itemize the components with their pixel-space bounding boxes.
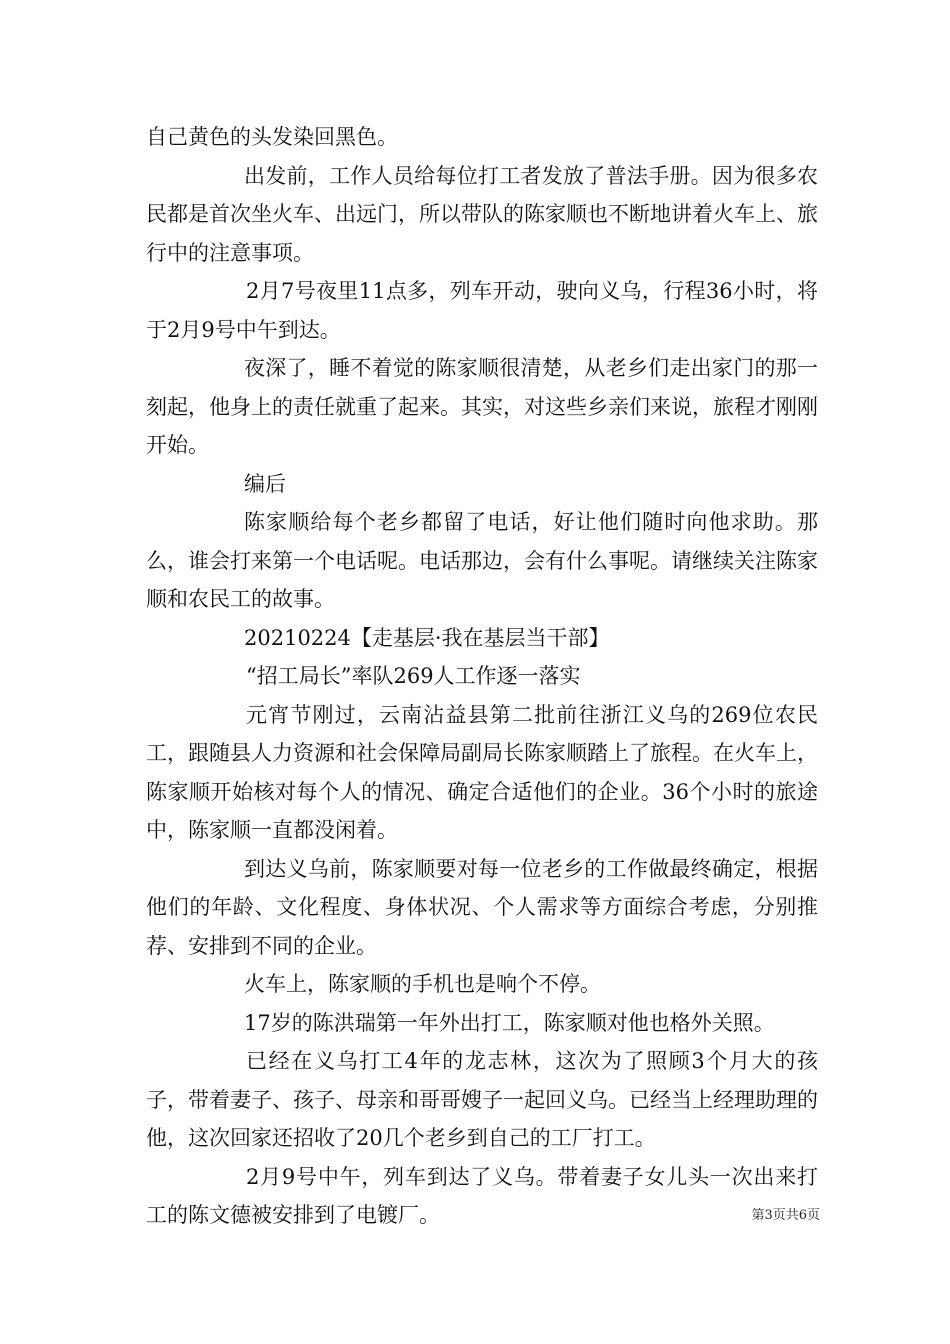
paragraph-chen-hongrui: 17岁的陈洪瑞第一年外出打工，陈家顺对他也格外关照。	[244, 1010, 775, 1035]
article-dateline: 20210224【走基层·我在基层当干部】	[244, 625, 610, 650]
paragraph-before-arrival: 到达义乌前，陈家顺要对每一位老乡的工作做最终确定，根据他们的年龄、文化程度、身体状况、个人需求等方面综合考虑，分别推荐、安排到不同的企业。	[146, 856, 818, 958]
paragraph-editor-note-heading: 编后	[244, 471, 286, 496]
article-title: “招工局长”率队269人工作逐一落实	[246, 664, 581, 688]
paragraph-phone: 火车上，陈家顺的手机也是响个不停。	[244, 972, 601, 996]
paragraph-arrival: 2月9号中午，列车到达了义乌。带着妻子女儿头一次出来打工的陈文德被安排到了电镀厂。	[146, 1164, 818, 1227]
page-number: 第3页共6页	[751, 1208, 820, 1223]
paragraph-train-departs: 2月7号夜里11点多，列车开动，驶向义乌，行程36小时，将于2月9号中午到达。	[146, 279, 818, 342]
paragraph-continuation: 自己黄色的头发染回黑色。	[146, 125, 398, 149]
paragraph-lantern-festival: 元宵节刚过，云南沾益县第二批前往浙江义乌的269位农民工，跟随县人力资源和社会保障局副局长陈家顺踏上了旅程。在火车上，陈家顺开始核对每个人的情况、确定合适他们的企业。36个小时的旅途中，陈家顺一直都没闲着。	[146, 702, 818, 842]
document-body	[146, 118, 818, 1235]
paragraph-long-zhilin: 已经在义乌打工4年的龙志林，这次为了照顾3个月大的孩子，带着妻子、孩子、母亲和哥哥嫂子一起回义乌。已经当上经理助理的他，这次回家还招收了20几个老乡到自己的工厂打工。	[146, 1049, 818, 1150]
paragraph-night: 夜深了，睡不着觉的陈家顺很清楚，从老乡们走出家门的那一刻起，他身上的责任就重了起来。其实，对这些乡亲们来说，旅程才刚刚开始。	[146, 356, 818, 457]
paragraph-departure: 出发前，工作人员给每位打工者发放了普法手册。因为很多农民都是首次坐火车、出远门，所以带队的陈家顺也不断地讲着火车上、旅行中的注意事项。	[146, 163, 818, 265]
paragraph-editor-note: 陈家顺给每个老乡都留了电话，好让他们随时向他求助。那么，谁会打来第一个电话呢。电话那边，会有什么事呢。请继续关注陈家顺和农民工的故事。	[146, 510, 818, 611]
